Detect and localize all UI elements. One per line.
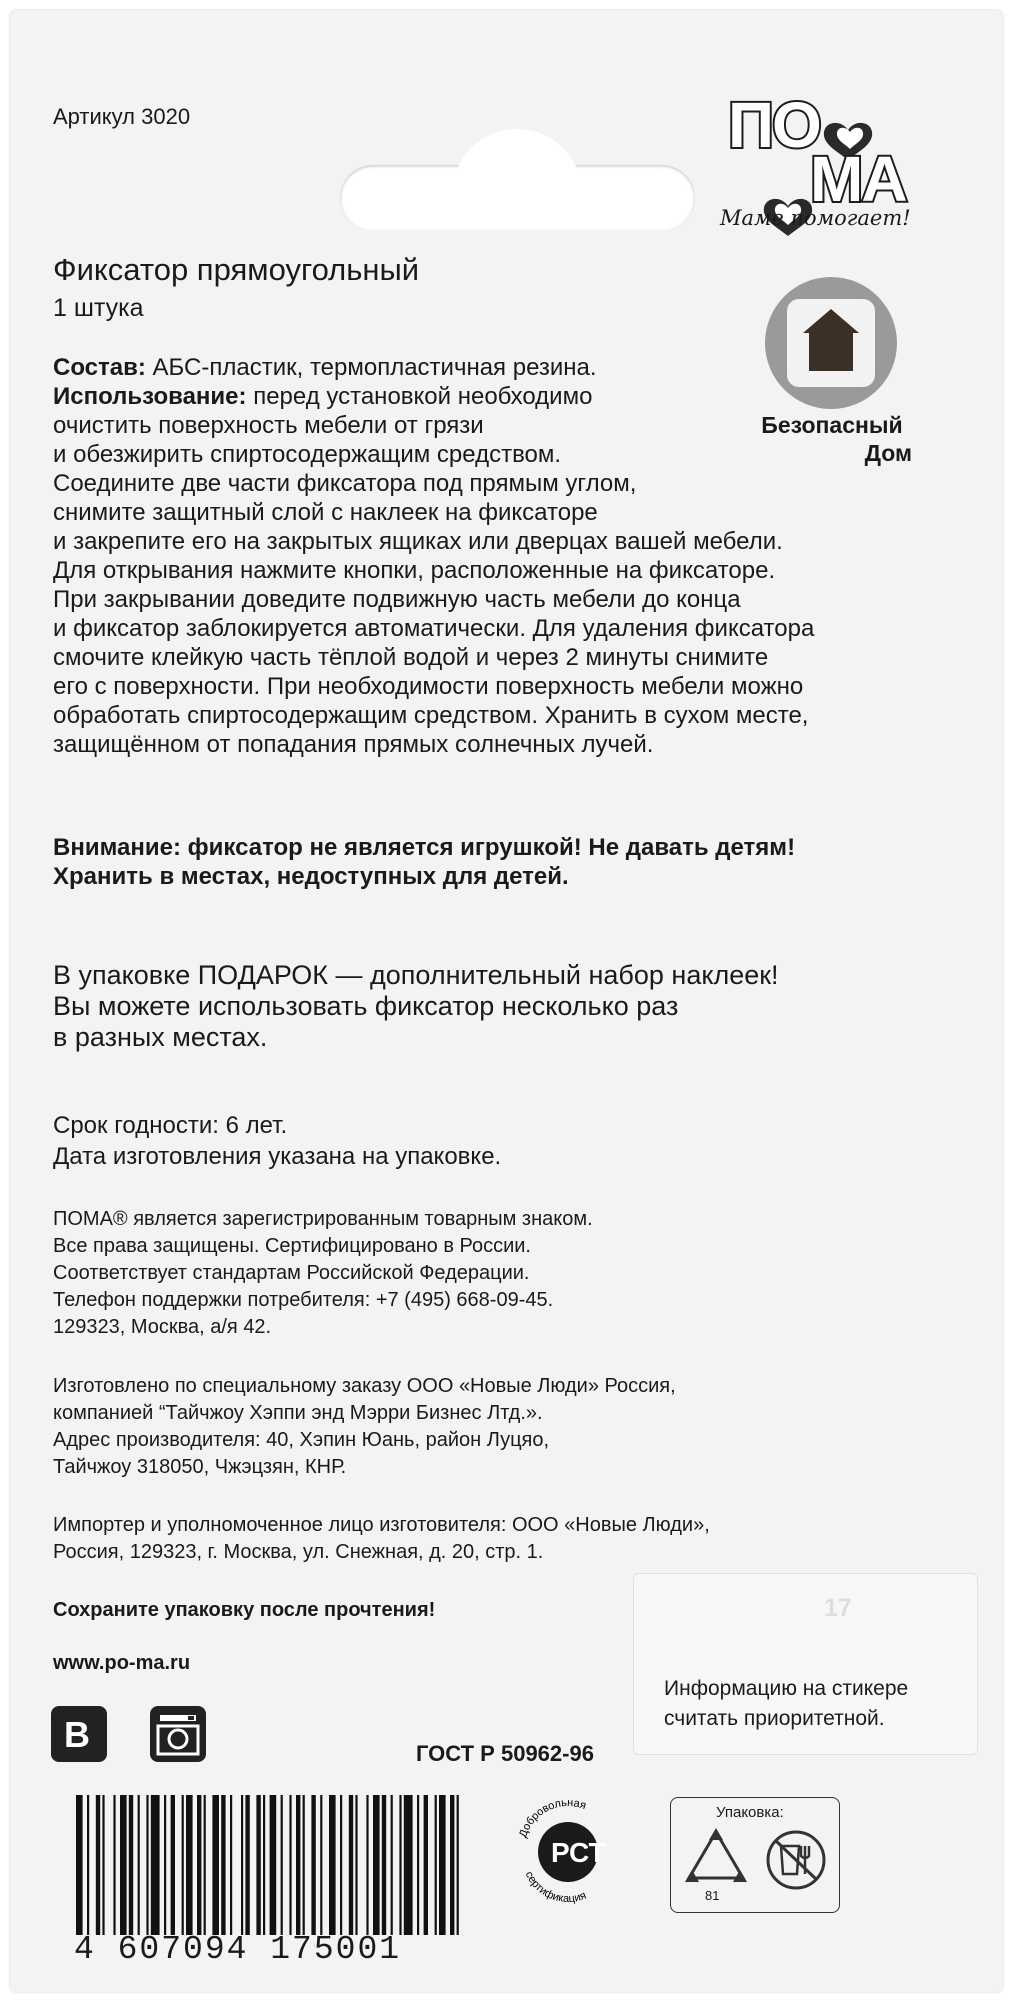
shelf-life: Срок годности: 6 лет. [53, 1112, 288, 1139]
manufacturer-line: Изготовлено по специальному заказу ООО «Новые Люди» Россия, [53, 1375, 676, 1397]
logo-tagline: Маме помогает! [720, 206, 911, 230]
instagram-icon[interactable] [150, 1706, 206, 1762]
legal-line: ПОМА® является зарегистрированным товарным знаком. [53, 1208, 593, 1230]
barcode-digits: 4 607094 175001 [74, 1931, 402, 1968]
usage-line: очистить поверхность мебели от грязи [53, 412, 484, 439]
legal-line: 129323, Москва, а/я 42. [53, 1316, 272, 1338]
warning-line1: Внимание: фиксатор не является игрушкой! Не давать детям! [53, 834, 796, 861]
usage-first: перед установкой необходимо [246, 383, 593, 410]
manufacturer-line: Адрес производителя: 40, Хэпин Юань, район Луцяо, [53, 1429, 550, 1451]
legal-block [53, 1206, 593, 1341]
barcode-bar [289, 1795, 291, 1935]
logo-text-top: ПО [728, 89, 820, 161]
sticker-number: 17 [824, 1594, 852, 1622]
barcode-bar [382, 1795, 386, 1935]
barcode-bar [329, 1795, 336, 1935]
warning-block [53, 833, 795, 891]
keep-package-note: Сохраните упаковку после прочтения! [53, 1599, 436, 1621]
manufacturer-block [53, 1373, 676, 1481]
barcode-bar [96, 1795, 100, 1935]
svg-text:Добровольная: Добровольная [517, 1796, 588, 1840]
usage-line: защищённом от попадания прямых солнечных лучей. [53, 731, 654, 758]
product-title: Фиксатор прямоугольный [53, 252, 420, 287]
gost-standard: ГОСТ Р 50962-96 [416, 1741, 594, 1766]
barcode-bar [435, 1795, 437, 1935]
barcode-bar [197, 1795, 201, 1935]
barcode-bar [417, 1795, 419, 1935]
barcode-bar [241, 1795, 243, 1935]
usage-line: обработать спиртосодержащим средством. Хранить в сухом месте, [53, 702, 809, 729]
pct-certification-icon [508, 1790, 628, 1910]
barcode-bar [320, 1795, 322, 1935]
not-food-icon [763, 1828, 829, 1892]
barcode-bars [70, 1795, 465, 1935]
barcode-bar [373, 1795, 380, 1935]
logo-text-bottom: МА [810, 143, 906, 215]
barcode-bar [182, 1795, 184, 1935]
composition-label: Состав: [53, 354, 146, 381]
usage-line: снимите защитный слой с наклеек на фиксаторе [53, 499, 598, 526]
usage-line: Соедините две части фиксатора под прямым углом, [53, 470, 637, 497]
recycle-icon [681, 1826, 751, 1886]
vk-icon[interactable] [51, 1706, 107, 1762]
usage-line: и фиксатор заблокируется автоматически. Для удаления фиксатора [53, 615, 815, 642]
barcode-bar [245, 1795, 249, 1935]
barcode-bar [230, 1795, 232, 1935]
barcode-bar [311, 1795, 315, 1935]
hang-hole [340, 165, 695, 231]
pct-mark-text: РСТ [551, 1837, 606, 1868]
safe-home-line2: Дом [864, 440, 912, 466]
barcode-bar [424, 1795, 428, 1935]
website-link[interactable]: www.po-ma.ru [53, 1652, 191, 1674]
sticker-line1: Информацию на стикере [664, 1677, 909, 1700]
barcode-bar [450, 1795, 454, 1935]
barcode-bar [204, 1795, 206, 1935]
legal-line: Все права защищены. Сертифицировано в России. [53, 1235, 531, 1257]
barcode-bar [439, 1795, 446, 1935]
barcode-bar [87, 1795, 89, 1935]
certification-mark [508, 1790, 628, 1910]
shelf-life-block [53, 1110, 501, 1172]
barcode-bar [256, 1795, 260, 1935]
barcode-bar [303, 1795, 305, 1935]
usage-line: При закрывании доведите подвижную часть мебели до конца [53, 586, 741, 613]
info-sticker [633, 1573, 978, 1755]
barcode-bar [138, 1795, 140, 1935]
importer-line: Импортер и уполномоченное лицо изготовителя: ООО «Новые Люди», [53, 1514, 710, 1536]
usage-line: и обезжирить спиртосодержащим средством. [53, 441, 562, 468]
usage-line: и закрепите его на закрытых ящиках или дверцах вашей мебели. [53, 528, 783, 555]
sticker-line2: считать приоритетной. [664, 1707, 885, 1730]
usage-line: Для открывания нажмите кнопки, расположенные на фиксаторе. [53, 557, 776, 584]
importer-line: Россия, 129323, г. Москва, ул. Снежная, д. 20, стр. 1. [53, 1541, 544, 1563]
gift-line2: Вы можете использовать фиксатор несколько раз [53, 991, 679, 1021]
barcode-bar [270, 1795, 277, 1935]
manufacturer-line: компанией “Тайчжоу Хэппи энд Мэрри Бизнес Лтд.». [53, 1402, 543, 1424]
barcode-bar [457, 1795, 459, 1935]
manufacturer-line: Тайчжоу 318050, Чжэцзян, КНР. [53, 1456, 347, 1478]
legal-line: Телефон поддержки потребителя: +7 (495) 668-09-45. [53, 1289, 554, 1311]
packaging-label: Упаковка: [716, 1804, 784, 1821]
barcode-bar [146, 1795, 148, 1935]
importer-block [53, 1512, 710, 1566]
packaging-info-box [670, 1797, 840, 1913]
vk-letter: В [64, 1714, 90, 1755]
barcode-bar [391, 1795, 393, 1935]
barcode-bar [221, 1795, 225, 1935]
barcode-bar [186, 1795, 193, 1935]
barcode-bar [399, 1795, 401, 1935]
recycle-code: 81 [705, 1888, 720, 1903]
instructions-block [53, 353, 953, 759]
barcode-bar [171, 1795, 175, 1935]
barcode-bar [281, 1795, 283, 1935]
barcode-bar [349, 1795, 353, 1935]
barcode-bar [355, 1795, 357, 1935]
barcode-bar [113, 1795, 115, 1935]
manufacture-date-note: Дата изготовления указана на упаковке. [53, 1143, 502, 1170]
barcode-bar [120, 1795, 127, 1935]
barcode-bar [340, 1795, 342, 1935]
barcode-bar [151, 1795, 160, 1935]
barcode-bar [212, 1795, 219, 1935]
barcode-bar [366, 1795, 368, 1935]
usage-label: Использование: [53, 383, 247, 410]
barcode [70, 1795, 465, 1967]
gift-block [53, 960, 779, 1053]
barcode-bar [76, 1795, 83, 1935]
usage-line: смочите клейкую часть тёплой водой и через 2 минуты снимите [53, 644, 769, 671]
svg-text:сертификация: сертификация [522, 1869, 588, 1906]
brand-logo [720, 88, 948, 238]
usage-line: его с поверхности. При необходимости поверхность мебели можно [53, 673, 804, 700]
barcode-bar [129, 1795, 133, 1935]
barcode-bar [164, 1795, 166, 1935]
barcode-bar [102, 1795, 104, 1935]
barcode-bar [404, 1795, 413, 1935]
warning-line2: Хранить в местах, недоступных для детей. [53, 863, 569, 890]
barcode-bar [296, 1795, 300, 1935]
gift-line1: В упаковке ПОДАРОК — дополнительный набор наклеек! [53, 960, 779, 990]
barcode-bar [263, 1795, 265, 1935]
gift-line3: в разных местах. [53, 1022, 268, 1052]
product-quantity: 1 штука [53, 294, 144, 322]
article-number: Артикул 3020 [53, 104, 191, 129]
safe-home-line1: Безопасный [761, 412, 903, 438]
composition-text: АБС-пластик, термопластичная резина. [145, 354, 597, 381]
legal-line: Соответствует стандартам Российской Федерации. [53, 1262, 530, 1284]
